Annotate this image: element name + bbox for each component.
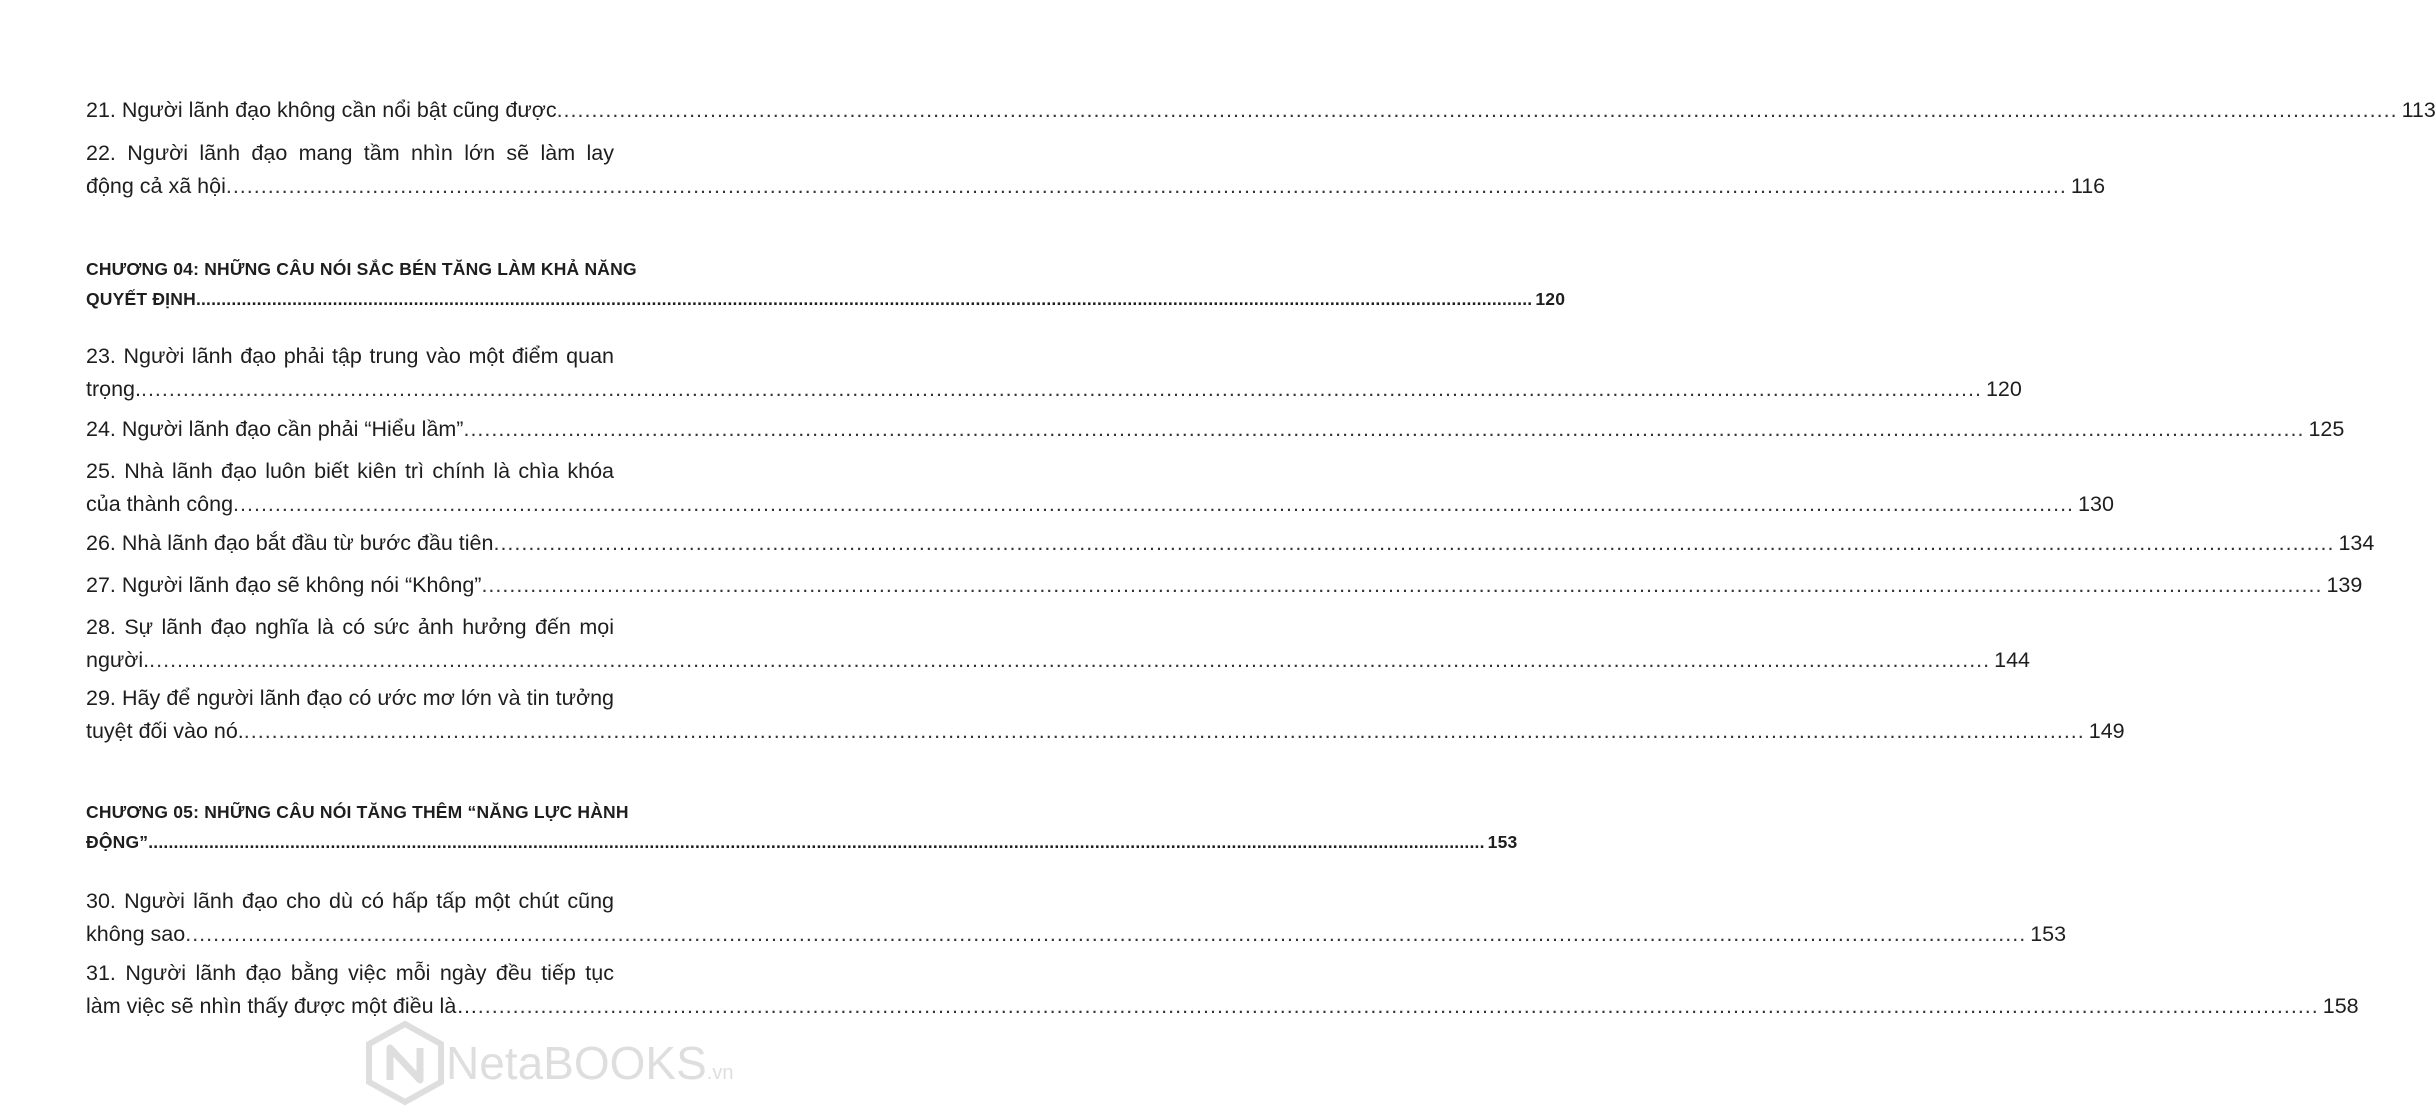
- dot-leader: [185, 918, 2026, 951]
- dot-leader: [233, 488, 2074, 521]
- toc-entry-text: của thành công: [86, 492, 234, 516]
- toc-entry-text: 26. Nhà lãnh đạo bắt đầu từ bước đầu tiên: [86, 531, 494, 555]
- toc-entry-24[interactable]: [86, 413, 2345, 446]
- toc-entry-22[interactable]: [86, 137, 2106, 203]
- page-number: 153: [1487, 832, 1518, 852]
- page-number: 153: [2030, 922, 2067, 946]
- page-number: 158: [2322, 994, 2359, 1018]
- toc-entry-text: 22. Người lãnh đạo mang tầm nhìn lớn sẽ làm lay: [86, 141, 614, 165]
- toc-entry-text: 27. Người lãnh đạo sẽ không nói “Không”: [86, 573, 482, 597]
- dot-leader: [557, 94, 2398, 127]
- toc-entry-text: 25. Nhà lãnh đạo luôn biết kiên trì chính là chìa khóa: [86, 459, 614, 483]
- toc-entry-text: không sao: [86, 922, 186, 946]
- page-number: 139: [2326, 573, 2363, 597]
- toc-entry-23[interactable]: [86, 340, 2022, 406]
- chapter-title: ĐỘNG”: [86, 832, 149, 852]
- chapter-title: QUYẾT ĐỊNH: [86, 289, 196, 309]
- dot-leader: [226, 170, 2067, 203]
- dot-leader: [478, 990, 2319, 1023]
- toc-entry-text: 24. Người lãnh đạo cần phải “Hiểu lầm”: [86, 417, 464, 441]
- watermark-brand-text: NetaBOOKS: [446, 1037, 707, 1089]
- page-number: 134: [2338, 531, 2375, 555]
- chapter-title: CHƯƠNG 05: NHỮNG CÂU NÓI TĂNG THÊM “NĂNG LỰC HÀNH: [86, 802, 629, 822]
- watermark: [366, 1018, 734, 1108]
- watermark-brand: [446, 1036, 733, 1090]
- dot-leader: [493, 527, 2334, 560]
- dot-leader: [141, 373, 1982, 406]
- toc-entry-text: làm việc sẽ nhìn thấy được một điều là…: [86, 994, 478, 1018]
- page-number: 125: [2308, 417, 2345, 441]
- dot-leader: [244, 715, 2085, 748]
- chapter-title: CHƯƠNG 04: NHỮNG CÂU NÓI SẮC BÉN TĂNG LÀM KHẢ NĂNG: [86, 259, 637, 279]
- toc-entry-31[interactable]: [86, 957, 2359, 1023]
- dot-leader: [463, 413, 2304, 446]
- page-number: 120: [1985, 377, 2022, 401]
- toc-entry-26[interactable]: [86, 527, 2375, 560]
- toc-entry-27[interactable]: [86, 569, 2363, 602]
- page-number: 149: [2088, 719, 2125, 743]
- page-number: 113: [2401, 98, 2436, 122]
- toc-entry-text: tuyệt đối vào nó.: [86, 719, 244, 743]
- page-number: 130: [2078, 492, 2114, 516]
- watermark-suffix: .vn: [706, 1062, 734, 1084]
- page-number: 144: [1994, 648, 2031, 672]
- toc-entry-text: 29. Hãy để người lãnh đạo có ước mơ lớn và tin tưởng: [86, 686, 614, 710]
- neta-logo-icon: [366, 1022, 444, 1104]
- toc-entry-text: 31. Người lãnh đạo bằng việc mỗi ngày đều tiếp tục: [86, 961, 614, 985]
- page-number: 116: [2070, 174, 2106, 198]
- dot-leader: [481, 569, 2322, 602]
- toc-entry-text: 30. Người lãnh đạo cho dù có hấp tấp một chút cũng: [86, 889, 614, 913]
- toc-entry-text: 28. Sự lãnh đạo nghĩa là có sức ảnh hưởng đến mọi: [86, 615, 614, 639]
- toc-entry-text: 21. Người lãnh đạo không cần nổi bật cũng được: [86, 98, 557, 122]
- dot-leader: [148, 827, 1484, 857]
- chapter-heading-04[interactable]: [86, 254, 1566, 314]
- toc-entry-29[interactable]: [86, 682, 2125, 748]
- dot-leader: [149, 644, 1990, 677]
- toc-entry-30[interactable]: [86, 885, 2067, 951]
- toc-entry-text: trọng.: [86, 377, 141, 401]
- toc-entry-text: động cả xã hội: [86, 174, 226, 198]
- toc-entry-28[interactable]: [86, 611, 2031, 677]
- toc-entry-21[interactable]: [86, 94, 2436, 127]
- page-number: 120: [1535, 289, 1566, 309]
- toc-entry-text: người.: [86, 648, 150, 672]
- chapter-heading-05[interactable]: [86, 797, 1518, 857]
- dot-leader: [196, 284, 1532, 314]
- toc-entry-25[interactable]: [86, 455, 2114, 521]
- toc-entry-text: 23. Người lãnh đạo phải tập trung vào một điểm quan: [86, 344, 614, 368]
